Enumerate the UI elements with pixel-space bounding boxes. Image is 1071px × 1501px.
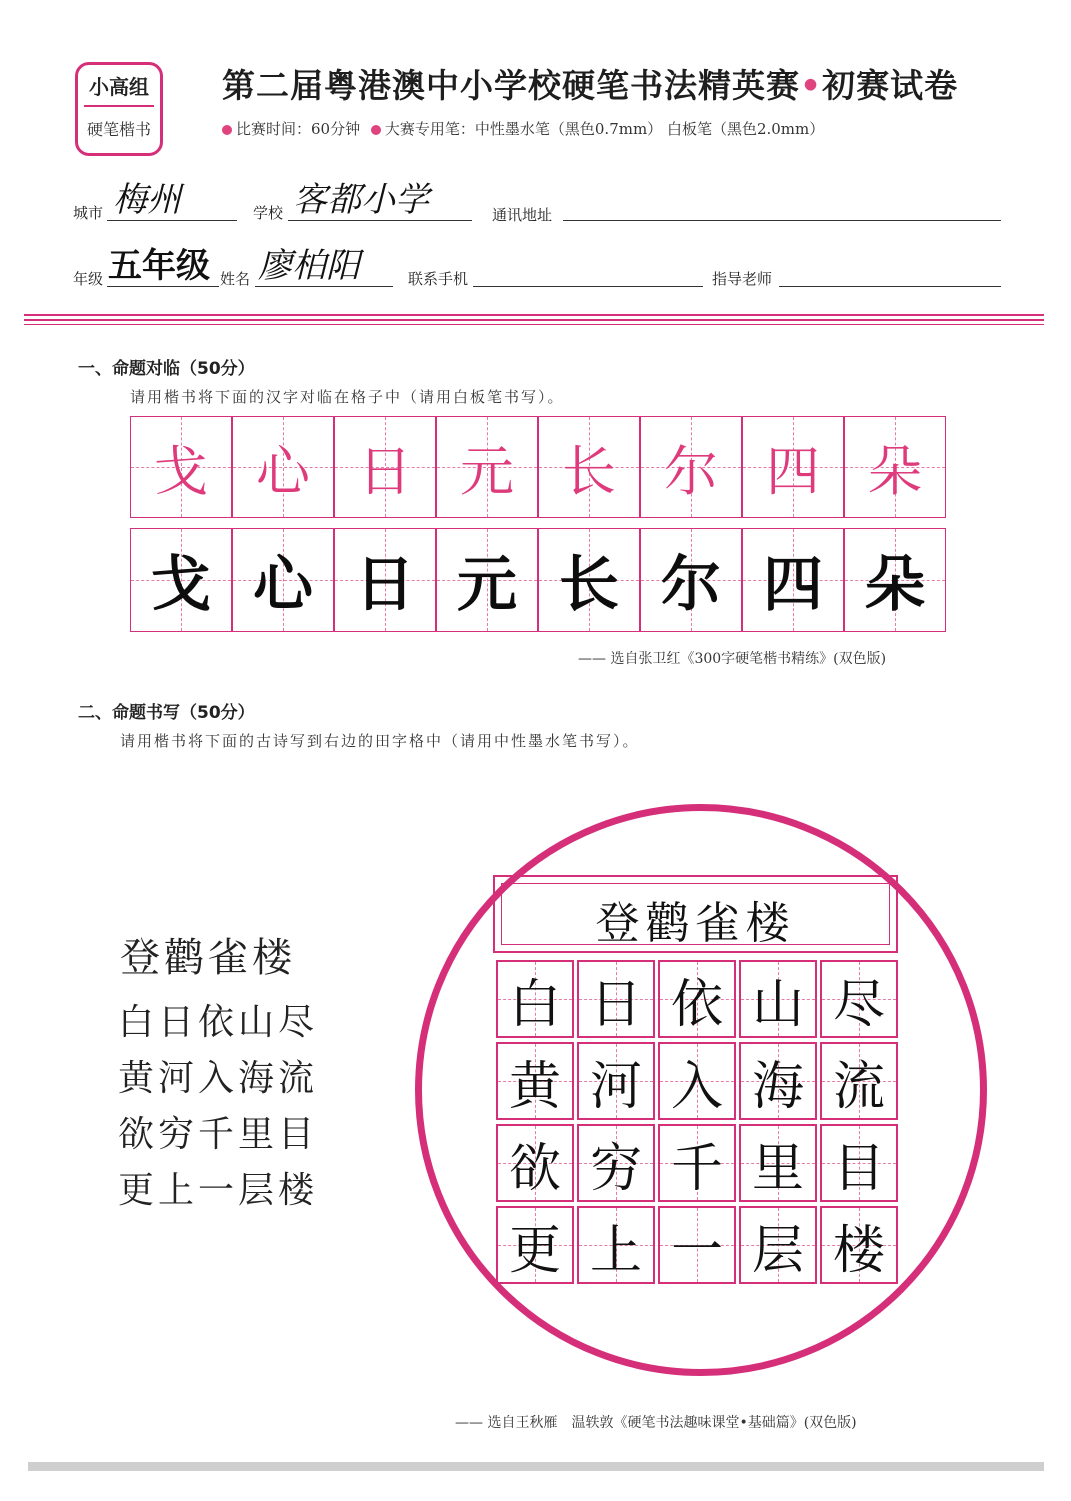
copy-grid (130, 528, 946, 632)
page-title (222, 60, 958, 107)
separator-line (24, 319, 1044, 321)
written-title: 登鹳雀楼 (595, 898, 796, 949)
model-char: 戈 (154, 439, 208, 503)
poem-char: 穷 (589, 1138, 642, 1199)
poem-title: 登鹳雀楼 (120, 935, 296, 981)
poem-grid-row (496, 1042, 901, 1120)
badge-group: 小高组 (89, 75, 149, 99)
subtitle-time: 比赛时间：60分钟 (236, 120, 361, 138)
poem-cell[interactable] (658, 1124, 736, 1202)
name-label: 姓名 (220, 270, 251, 288)
poem-char: 一 (670, 1220, 723, 1281)
model-char: 四 (766, 439, 820, 503)
section2-credit: —— 选自王秋雁 温轶敦《硬笔书法趣味课堂•基础篇》(双色版) (455, 1415, 857, 1431)
phone-label: 联系手机 (408, 270, 469, 288)
model-char: 元 (460, 439, 514, 503)
model-cell (436, 416, 538, 518)
poem-cell[interactable] (658, 960, 736, 1038)
teacher-field[interactable] (779, 260, 1001, 287)
poem-cell[interactable] (739, 1124, 817, 1202)
poem-cell[interactable] (820, 1042, 898, 1120)
model-cell (640, 416, 742, 518)
name-value: 廖柏阳 (258, 246, 360, 286)
model-cell (844, 416, 946, 518)
poem-char: 里 (751, 1138, 804, 1199)
poem-cell[interactable] (577, 1124, 655, 1202)
model-cell (334, 416, 436, 518)
city-label: 城市 (73, 204, 104, 222)
poem-char: 海 (751, 1056, 804, 1117)
poem-line: 更上一层楼 (118, 1170, 319, 1211)
written-char: 元 (457, 550, 517, 620)
copy-cell[interactable] (334, 528, 436, 632)
poem-char: 尽 (832, 974, 885, 1035)
poem-cell[interactable] (577, 960, 655, 1038)
written-char: 长 (559, 550, 619, 620)
model-cell (232, 416, 334, 518)
poem-char: 河 (589, 1056, 642, 1117)
poem-cell[interactable] (496, 1042, 574, 1120)
subtitle-pens: 大赛专用笔：中性墨水笔（黑色0.7mm） 白板笔（黑色2.0mm） (384, 120, 825, 138)
written-char: 戈 (151, 550, 211, 620)
poem-char: 目 (832, 1138, 885, 1199)
written-char: 日 (355, 550, 415, 620)
copy-cell[interactable] (538, 528, 640, 632)
school-label: 学校 (253, 204, 284, 222)
teacher-label: 指导老师 (712, 270, 773, 288)
poem-char: 入 (670, 1056, 723, 1117)
poem-cell[interactable] (820, 1206, 898, 1284)
grade-label: 年级 (73, 270, 104, 288)
bullet-icon (371, 125, 381, 135)
written-char: 尔 (661, 550, 721, 620)
written-title-box[interactable] (493, 875, 898, 953)
model-char: 尔 (664, 439, 718, 503)
poem-char: 更 (508, 1220, 561, 1281)
poem-char: 山 (751, 974, 804, 1035)
badge-category: 硬笔楷书 (86, 120, 151, 139)
poem-line: 黄河入海流 (118, 1058, 319, 1099)
copy-cell[interactable] (436, 528, 538, 632)
copy-cell[interactable] (130, 528, 232, 632)
poem-cell[interactable] (658, 1042, 736, 1120)
city-value: 梅州 (113, 180, 181, 220)
written-char: 心 (253, 550, 313, 620)
poem-char: 日 (589, 974, 642, 1035)
copy-cell[interactable] (844, 528, 946, 632)
bullet-icon (222, 125, 232, 135)
school-value: 客都小学 (293, 180, 429, 220)
section1-instruction: 请用楷书将下面的汉字对临在格子中（请用白板笔书写）。 (130, 388, 565, 406)
poem-char: 千 (670, 1138, 723, 1199)
section2-heading: 二、命题书写（50分） (78, 703, 255, 723)
title-main: 第二届粤港澳中小学校硬笔书法精英赛 (222, 66, 800, 105)
poem-cell[interactable] (496, 1206, 574, 1284)
phone-field[interactable] (473, 260, 703, 287)
section1-credit: —— 选自张卫红《300字硬笔楷书精练》(双色版) (578, 651, 887, 667)
copy-cell[interactable] (640, 528, 742, 632)
written-char: 朵 (865, 550, 925, 620)
poem-char: 层 (751, 1220, 804, 1281)
poem-char: 依 (670, 974, 723, 1035)
poem-line: 欲穷千里目 (118, 1114, 319, 1155)
bottom-bar (28, 1462, 1044, 1471)
model-char: 朵 (868, 439, 922, 503)
section1-heading: 一、命题对临（50分） (78, 359, 255, 379)
model-cell (538, 416, 640, 518)
model-char: 长 (562, 439, 616, 503)
grade-value: 五年级 (108, 246, 210, 286)
address-field[interactable] (563, 194, 1001, 221)
poem-cell[interactable] (739, 1042, 817, 1120)
poem-cell[interactable] (820, 1124, 898, 1202)
poem-char: 上 (589, 1220, 642, 1281)
poem-grid-row (496, 960, 901, 1038)
model-grid (130, 416, 946, 518)
poem-cell[interactable] (496, 1124, 574, 1202)
poem-cell[interactable] (577, 1042, 655, 1120)
poem-char: 楼 (832, 1220, 885, 1281)
address-label: 通讯地址 (492, 206, 553, 224)
poem-grid-row (496, 1124, 901, 1202)
poem-line: 白日依山尽 (118, 1002, 319, 1043)
poem-char: 白 (508, 974, 561, 1035)
poem-char: 欲 (508, 1138, 561, 1199)
copy-cell[interactable] (232, 528, 334, 632)
badge-divider (84, 105, 154, 107)
model-char: 心 (256, 439, 310, 503)
title-dot: • (800, 66, 823, 105)
poem-cell[interactable] (739, 960, 817, 1038)
separator-line (24, 314, 1044, 316)
poem-cell[interactable] (496, 960, 574, 1038)
model-cell (130, 416, 232, 518)
poem-cell[interactable] (577, 1206, 655, 1284)
model-char: 日 (358, 439, 412, 503)
separator-line (24, 324, 1044, 325)
poem-cell[interactable] (820, 960, 898, 1038)
poem-char: 黄 (508, 1056, 561, 1117)
copy-cell[interactable] (742, 528, 844, 632)
written-char: 四 (763, 550, 823, 620)
poem-cell[interactable] (739, 1206, 817, 1284)
poem-char: 流 (832, 1056, 885, 1117)
group-badge (75, 62, 163, 156)
section2-instruction: 请用楷书将下面的古诗写到右边的田字格中（请用中性墨水笔书写）。 (120, 732, 640, 750)
subtitle (222, 118, 824, 139)
poem-grid-row (496, 1206, 901, 1284)
model-cell (742, 416, 844, 518)
poem-cell[interactable] (658, 1206, 736, 1284)
title-tail: 初赛试卷 (822, 66, 959, 105)
